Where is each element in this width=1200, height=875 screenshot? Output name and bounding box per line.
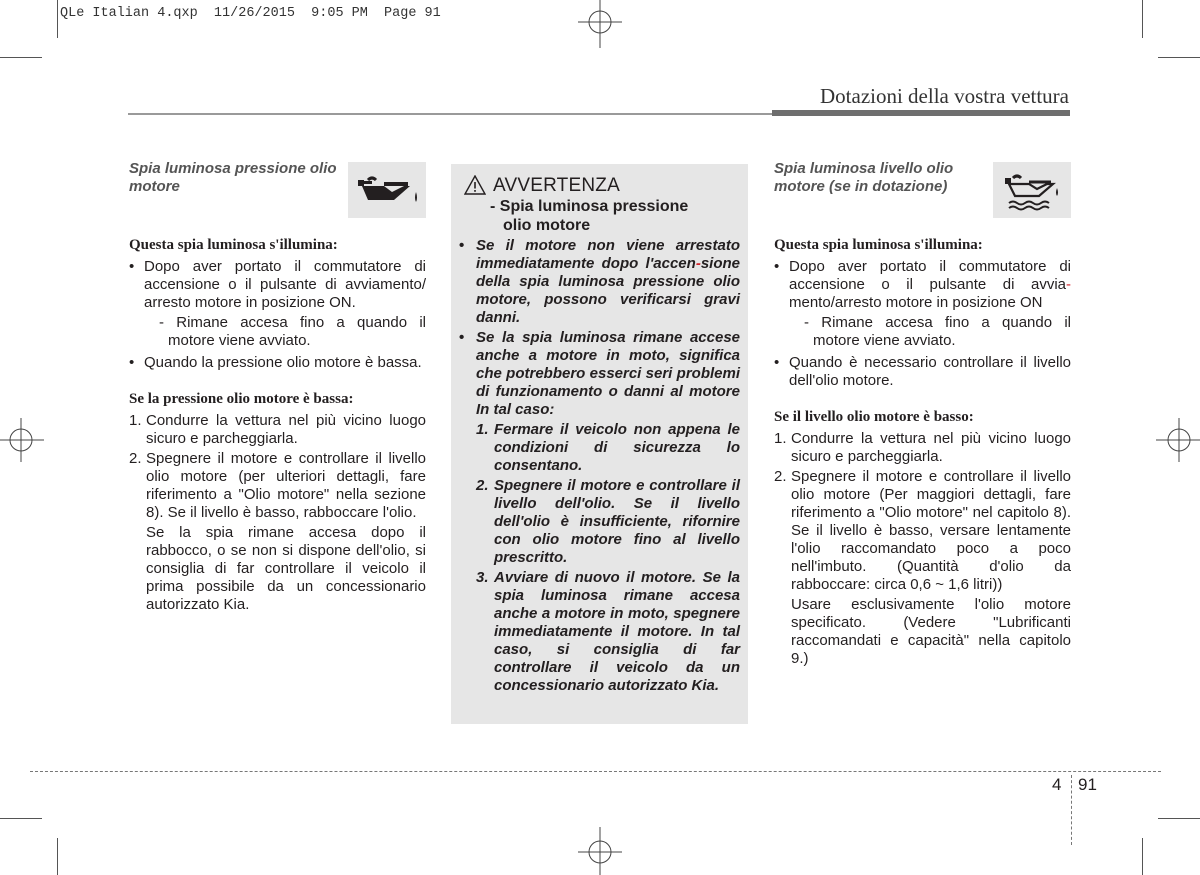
step-text: Spegnere il motore e controllare il livello dell'olio. Se il livello dell'olio è insufficiente, rifornire con olio motore fino al livello prescritto. — [494, 477, 740, 566]
header-rule-thick — [772, 110, 1070, 116]
step-text: Spegnere il motore e controllare il livello olio motore (Per maggiori dettagli, fare riferimento a "Olio motore" nel capitolo 8). Se il livello è basso, versare lentamente l'olio raccomandato poco a poco nell'imbuto. (Quantità d'olio da rabboccare: circa 0,6 ~ 1,6 litri)) — [791, 468, 1071, 593]
right-column — [774, 160, 1071, 668]
paragraph: Usare esclusivamente l'olio motore specificato. (Vedere "Lubrificanti raccomandati e capacità" nella capitolo 9.) — [791, 596, 1071, 667]
list-item-text: mento/arresto motore in posizione ON — [789, 294, 1043, 311]
crop-mark — [0, 818, 42, 819]
crop-mark — [57, 838, 58, 875]
list-item — [774, 258, 1071, 350]
sub-item: - Rimane accesa fino a quando il motore viene avviato. — [159, 314, 426, 349]
warning-bullet — [459, 237, 740, 327]
section-title: Spia luminosa livello olio motore (se in dotazione) — [774, 160, 954, 195]
crop-mark — [1142, 0, 1143, 38]
step-number: 1. — [129, 412, 142, 429]
warning-bullet: • Se la spia luminosa rimane accese anche a motore in moto, significa che potrebbero esserci seri problemi di funzionamento o danni al motore In tal caso: — [459, 329, 740, 419]
crop-mark — [57, 0, 58, 38]
step-number: 3. — [476, 569, 489, 586]
registration-mark-icon — [570, 825, 630, 875]
print-header: QLe Italian 4.qxp 11/26/2015 9:05 PM Page 91 — [60, 6, 441, 21]
list-item — [129, 258, 426, 350]
step-number: 2. — [774, 468, 787, 485]
list-item: • Quando la pressione olio motore è bassa. — [129, 354, 426, 372]
chapter-number: 4 — [1052, 775, 1062, 794]
page-number-separator — [1071, 775, 1072, 845]
step-text: Avviare di nuovo il motore. Se la spia luminosa rimane accesa anche a motore in moto, spegnere immediatamente il motore. In tal caso, si consiglia di far controllare il veicolo da un concessionario autorizzato Kia. — [494, 569, 740, 694]
section-title: Spia luminosa pressione olio motore — [129, 160, 337, 195]
oil-pressure-warning-icon — [348, 162, 426, 218]
step-number: 2. — [129, 450, 142, 467]
list-item-text: Dopo aver portato il commutatore di accensione o il pulsante di avviamento/ arresto motore in posizione ON. — [144, 258, 426, 311]
sub-item: - Rimane accesa fino a quando il motore viene avviato. — [804, 314, 1071, 349]
crop-mark — [1158, 57, 1200, 58]
list-item — [129, 412, 426, 448]
header-rule — [128, 113, 772, 115]
warning-triangle-icon — [464, 175, 486, 195]
paragraph: Se la spia rimane accesa dopo il rabbocco, o se non si dispone dell'olio, si consiglia di far controllare il veicolo il prima possibile da un concessionario autorizzato Kia. — [146, 524, 426, 613]
hyphen-mark: - — [1066, 276, 1071, 293]
footer-rule — [30, 771, 1161, 772]
warning-text: sione della spia luminosa pressione olio motore, possono verificarsi gravi danni. — [476, 255, 740, 326]
registration-mark-icon — [1155, 410, 1200, 470]
warning-subtitle — [490, 197, 688, 235]
step-text: Condurre la vettura nel più vicino luogo sicuro e parcheggiarla. — [791, 430, 1071, 465]
list-item — [129, 450, 426, 522]
list-item — [774, 430, 1071, 466]
warning-body — [459, 237, 740, 697]
hyphen-mark: - — [695, 255, 701, 272]
page-number: 91 — [1078, 775, 1097, 794]
subheading: Se la pressione olio motore è bassa: — [129, 391, 354, 407]
warning-box — [451, 164, 748, 724]
crop-mark — [1142, 838, 1143, 875]
list-item — [774, 468, 1071, 594]
left-column — [129, 160, 426, 614]
warning-title: AVVERTENZA — [493, 175, 620, 196]
registration-mark-icon — [0, 410, 45, 470]
warning-step — [459, 477, 740, 567]
oil-level-warning-icon — [993, 162, 1071, 218]
list-item: • Quando è necessario controllare il livello dell'olio motore. — [774, 354, 1071, 390]
subheading: Se il livello olio motore è basso: — [774, 409, 974, 425]
page-title: Dotazioni della vostra vettura — [820, 84, 1069, 108]
step-number: 1. — [774, 430, 787, 447]
warning-subtitle-line: - Spia luminosa pressione — [490, 198, 689, 215]
subheading: Questa spia luminosa s'illumina: — [774, 237, 983, 253]
warning-step — [459, 421, 740, 475]
step-text: Fermare il veicolo non appena le condizioni di sicurezza lo consentano. — [494, 421, 740, 474]
step-text: Condurre la vettura nel più vicino luogo sicuro e parcheggiarla. — [146, 412, 426, 447]
warning-step — [459, 569, 740, 695]
step-number: 1. — [476, 421, 489, 438]
step-text: Spegnere il motore e controllare il livello olio motore (per ulteriori dettagli, fare riferimento a "Olio motore" nella sezione 8). Se il livello è basso, rabboccare l'olio. — [146, 450, 426, 521]
warning-text: Se il motore non viene arrestato immediatamente dopo l'accen — [476, 237, 740, 272]
crop-mark — [0, 57, 42, 58]
subheading: Questa spia luminosa s'illumina: — [129, 237, 338, 253]
list-item-text: Dopo aver portato il commutatore di accensione o il pulsante di avvia — [789, 258, 1071, 293]
warning-subtitle-line: olio motore — [503, 217, 591, 234]
registration-mark-icon — [570, 0, 630, 50]
step-number: 2. — [476, 477, 489, 494]
crop-mark — [1158, 818, 1200, 819]
